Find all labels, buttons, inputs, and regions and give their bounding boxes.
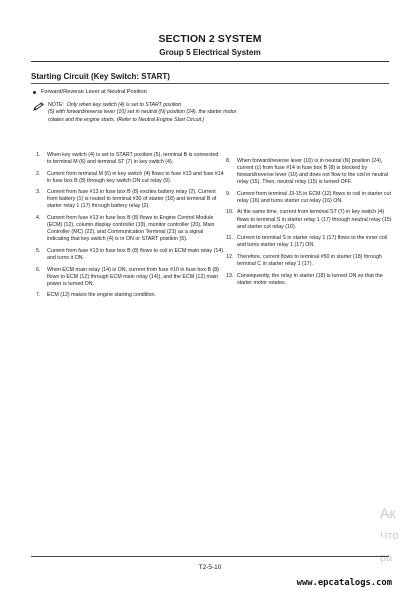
step-number: 11. bbox=[226, 235, 233, 242]
step-text: Current to terminal S in starter relay 1 (17) flows to the inner coil and turns starter relay 1 (17) ON. bbox=[237, 235, 388, 249]
step-text: When ECM main relay (14) is ON, current from fuse #10 in fuse box B (8) flows to ECM (12) through ECM main relay (14)), and the ECM (12) main power is turned ON. bbox=[47, 266, 219, 287]
step-number: 3. bbox=[36, 189, 41, 196]
page-number: T2-5-10 bbox=[198, 564, 222, 571]
condition-text: Forward/Reverse Lever at Neutral Position bbox=[41, 89, 147, 95]
step-item bbox=[36, 152, 224, 166]
step-number: 13. bbox=[226, 272, 234, 279]
note-text: (5) with forward/reverse lever (10) set in neutral (N) position (24), the starter motor rotates and the engine starts. (Refer to Neutral Engine Start Circuit.) bbox=[48, 109, 237, 123]
step-text: Current from terminal J3-15 in ECM (12) flows to coil in starter cut relay (16) and turns starter cut relay (16) ON. bbox=[237, 190, 391, 204]
step-item bbox=[36, 215, 224, 243]
note-body bbox=[48, 102, 238, 124]
watermark-line-3: ра bbox=[380, 552, 393, 564]
header-divider bbox=[31, 61, 389, 62]
step-text: Consequently, the relay in starter (18) is turned ON so that the starter motor rotates. bbox=[237, 272, 383, 286]
right-step-list bbox=[226, 158, 394, 291]
step-item bbox=[36, 189, 224, 210]
step-text: When forward/reverse lever (10) is in neutral (N) position (24), current (c) from fuse #14 in fuse box B (8) is blocked by forward/reverse lever (10) and does not flow to the coil in neutral relay (15). Then, neutral relay (15) is turned OFF. bbox=[237, 158, 389, 186]
step-number: 6. bbox=[36, 266, 41, 273]
site-link[interactable]: www.epcatalogs.com bbox=[296, 578, 392, 588]
note-label: NOTE: bbox=[48, 102, 64, 108]
step-item bbox=[226, 158, 394, 186]
page-heading: Starting Circuit (Key Switch: START) bbox=[31, 72, 170, 81]
condition-bullet bbox=[33, 89, 147, 95]
step-number: 12. bbox=[226, 253, 234, 260]
heading-divider bbox=[31, 83, 389, 84]
step-text: ECM (12) makes the engine starting condition. bbox=[47, 292, 156, 299]
watermark-line-2: Что bbox=[380, 530, 399, 542]
step-text: Current from terminal M (6) in key switch (4) flows to fuse #13 and fuse #14 in fuse box B (8) through key switch ON cut relay (9). bbox=[47, 170, 224, 184]
left-step-list bbox=[36, 152, 224, 304]
step-number: 2. bbox=[36, 170, 41, 177]
step-item bbox=[226, 254, 394, 268]
group-title: Group 5 Electrical System bbox=[159, 48, 261, 57]
step-item bbox=[226, 235, 394, 249]
step-item bbox=[226, 191, 394, 205]
step-item bbox=[36, 171, 224, 185]
step-number: 4. bbox=[36, 215, 41, 222]
note-line1: Only when key switch (4) is set to START position bbox=[66, 102, 182, 108]
step-number: 8. bbox=[226, 158, 231, 164]
section-title: SECTION 2 SYSTEM bbox=[158, 33, 262, 45]
footer-divider bbox=[31, 556, 389, 557]
step-number: 10. bbox=[226, 209, 234, 216]
note-block bbox=[33, 102, 238, 124]
step-item bbox=[226, 209, 394, 230]
step-item bbox=[36, 292, 224, 299]
step-text: Current from fuse #13 in fuse box B (8) excites battery relay (2). Current from battery (1) is routed to terminal #30 of starter (18) and terminal B of starter relay 1 (17) through battery relay (2). bbox=[47, 189, 217, 210]
step-number: 9. bbox=[226, 190, 231, 197]
step-text: At the same time, current from terminal ST (7) in key switch (4) flows to terminal S in starter relay 1 (17) through neutral relay (15) and starter cut relay (16). bbox=[237, 209, 392, 230]
step-number: 5. bbox=[36, 247, 41, 254]
step-item bbox=[226, 273, 394, 287]
step-number: 7. bbox=[36, 292, 41, 299]
step-text: Current from fuse #13 in fuse box B (8) flows to coil in ECM main relay (14) and turns it ON. bbox=[47, 247, 224, 261]
step-number: 1. bbox=[36, 152, 41, 158]
step-text: Therefore, current flows to terminal #50 in starter (18) through terminal C in starter relay 1 (17). bbox=[237, 253, 382, 267]
step-text: When key switch (4) is set to START position (5), terminal B is connected to terminal M (6) and terminal ST (7) in key switch (4). bbox=[47, 152, 219, 166]
step-text: Current from fuse #13 in fuse box B (8) flows to Engine Control Module (ECM) (12), column display controller (19), monitor controller (20), Main Controller (MC) (22), and Communication Terminal (21) as a signal indicating that key switch (4) is in ON or START position (5). bbox=[47, 215, 215, 243]
step-item bbox=[36, 267, 224, 288]
pencil-icon bbox=[33, 102, 45, 111]
step-item bbox=[36, 248, 224, 262]
watermark-line-1: Ак bbox=[380, 505, 396, 521]
bullet-dot-icon bbox=[33, 91, 36, 94]
